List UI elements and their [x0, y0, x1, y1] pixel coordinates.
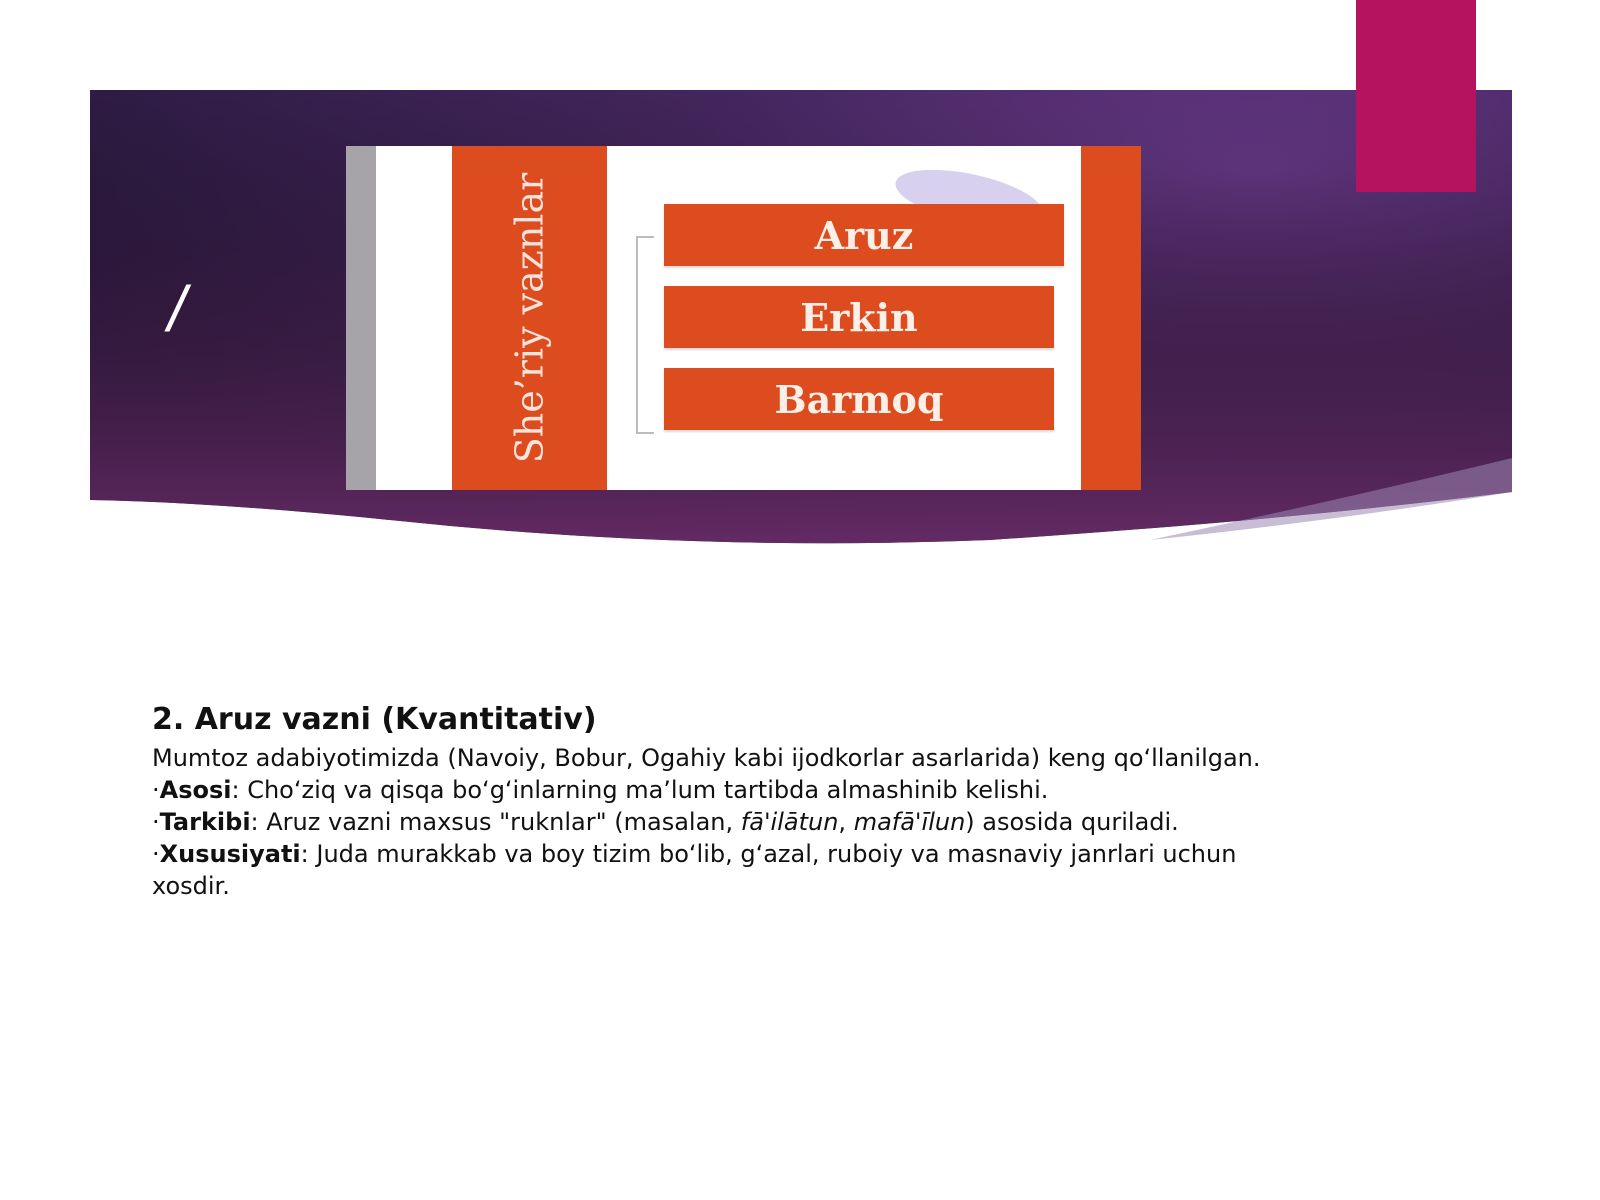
- diagram-connector: [636, 236, 654, 238]
- bullet-term: Tarkibi: [159, 808, 251, 836]
- bullet-separator: ,: [838, 808, 854, 836]
- diagram-vertical-label-text: She’riy vaznlar: [507, 172, 552, 464]
- rukn-example: fā'ilātun: [740, 808, 839, 836]
- bullet-text: : Aruz vazni maxsus "ruknlar" (masalan,: [250, 808, 741, 836]
- bullet-text: : Cho‘ziq va qisqa bo‘g‘inlarning ma’lum tartibda almashinib kelishi.: [231, 776, 1049, 804]
- bullet-term: Xususiyati: [159, 840, 301, 868]
- rukn-example: mafā'īlun: [853, 808, 966, 836]
- bullet-text: : Juda murakkab va boy tizim bo‘lib, g‘azal, ruboiy va masnaviy janrlari uchun xosdir.: [152, 840, 1237, 900]
- meter-box-aruz: Aruz: [664, 204, 1064, 266]
- meter-box-erkin: Erkin: [664, 286, 1054, 348]
- title-placeholder-slash: /: [168, 273, 186, 345]
- diagram-vertical-label: [452, 146, 607, 490]
- intro-paragraph: Mumtoz adabiyotimizda (Navoiy, Bobur, Ogahiy kabi ijodkorlar asarlarida) keng qo‘llanilgan.: [152, 744, 1261, 772]
- accent-tab: [1356, 0, 1476, 192]
- bullet-xususiyati: [152, 838, 1302, 902]
- bullet-marker: ·: [152, 840, 160, 868]
- bullet-tarkibi: [152, 806, 1302, 838]
- diagram-grey-strip: [346, 146, 376, 490]
- diagram-right-band: [1081, 146, 1141, 490]
- section-heading: 2. Aruz vazni (Kvantitativ): [152, 702, 597, 737]
- bullet-term: Asosi: [159, 776, 232, 804]
- meter-box-barmoq: Barmoq: [664, 368, 1054, 430]
- bullet-marker: ·: [152, 776, 160, 804]
- slide-body: [152, 700, 1302, 902]
- diagram-connector: [636, 432, 654, 434]
- bullet-asosi: [152, 774, 1302, 806]
- meters-diagram-image: [346, 146, 1141, 490]
- bullet-marker: ·: [152, 808, 160, 836]
- diagram-connector: [636, 236, 638, 432]
- bullet-text: ) asosida quriladi.: [965, 808, 1179, 836]
